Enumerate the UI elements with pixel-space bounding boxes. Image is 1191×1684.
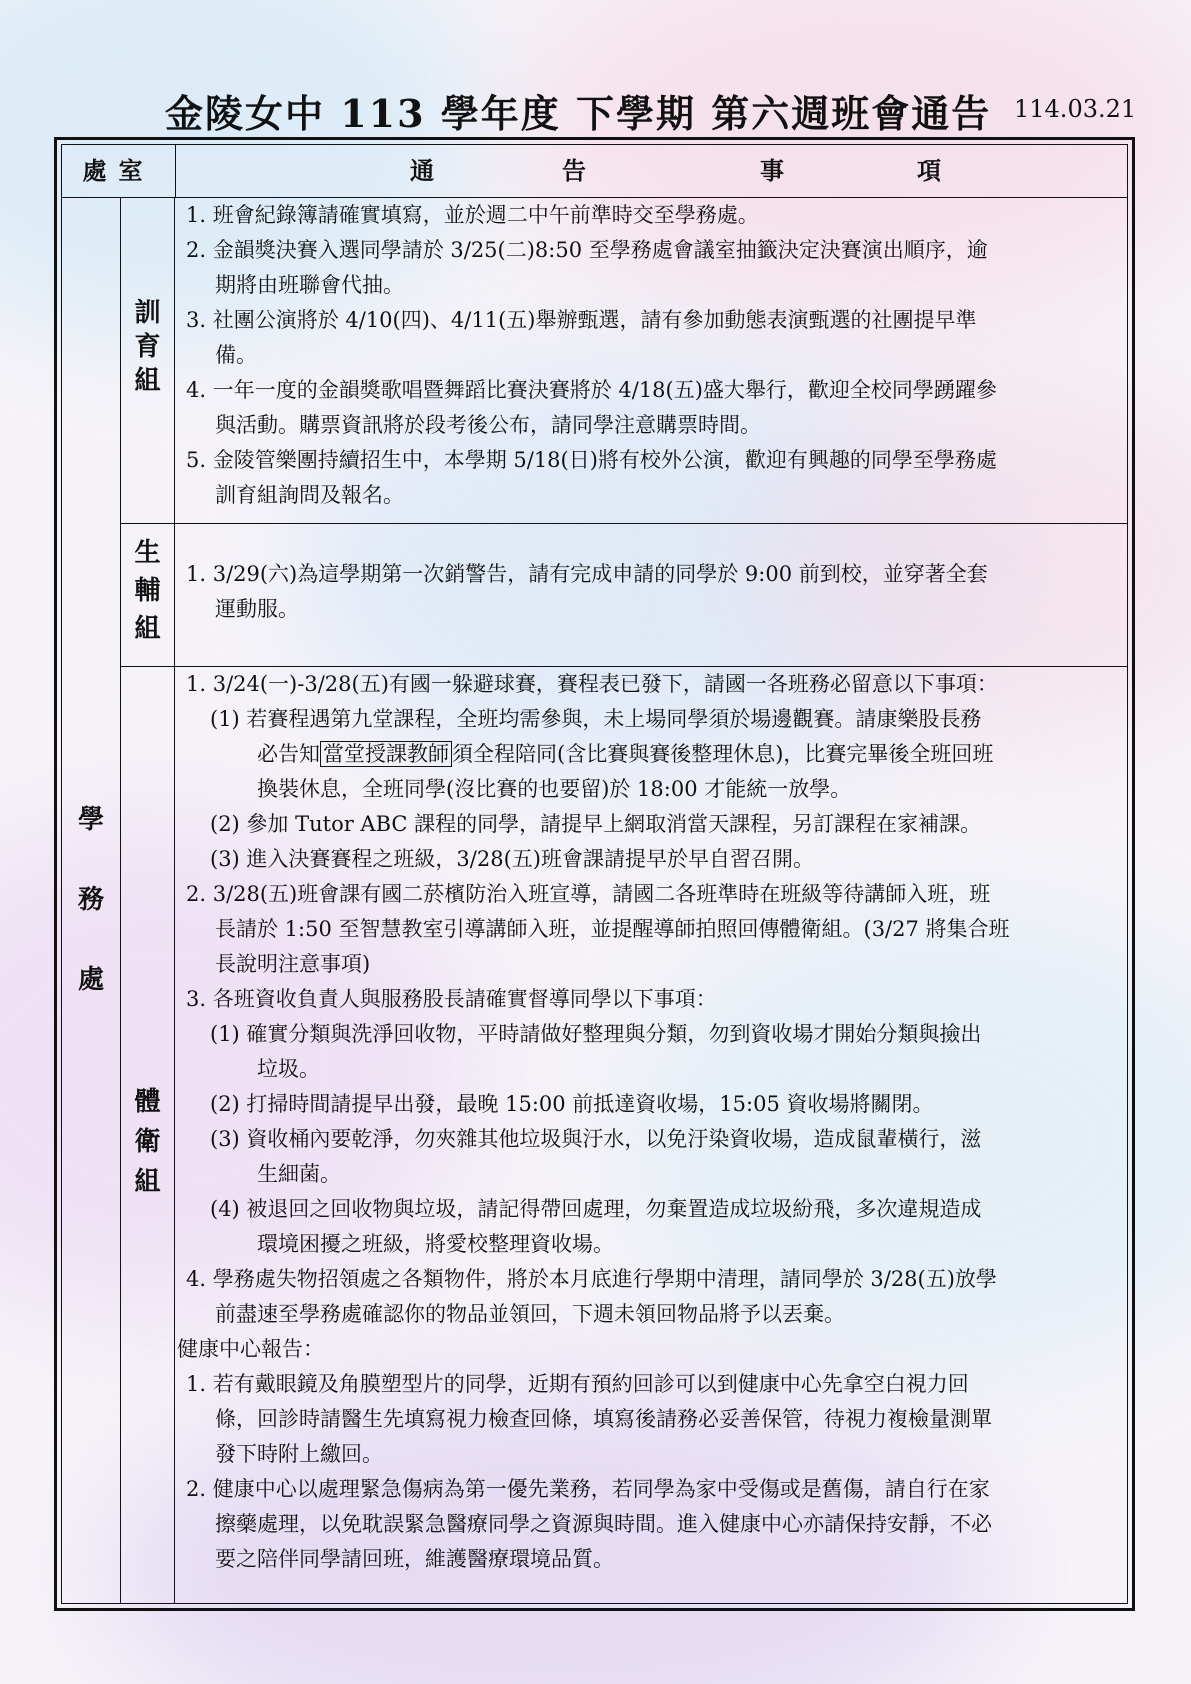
notice-line: 條，回診時請醫生先填寫視力檢查回條，填寫後請務必妥善保管，待視力複檢量測單 <box>215 1407 992 1431</box>
notice-line: 2. 3/28(五)班會課有國二菸檳防治入班宣導，請國二各班準時在班級等待講師入班，班 <box>186 882 991 906</box>
notice-line: 訓育組詢問及報名。 <box>215 483 404 507</box>
office-column <box>62 198 121 1603</box>
notice-line: 運動服。 <box>215 597 299 621</box>
notice-line: (2) 參加 Tutor ABC 課程的同學，請提早上網取消當天課程，另訂課程在家補課。 <box>210 812 982 836</box>
group-body <box>175 198 1127 523</box>
group-body <box>175 667 1127 1603</box>
group-tiwei <box>121 667 1127 1603</box>
notice-line: 長說明注意事項) <box>215 952 371 976</box>
office-char: 務 <box>77 885 104 915</box>
notice-table <box>54 137 1135 1611</box>
notice-line: 5. 金陵管樂團持續招生中，本學期 5/18(日)將有校外公演，歡迎有興趣的同學至學務處 <box>186 448 997 472</box>
notice-line: 1. 若有戴眼鏡及角膜塑型片的同學，近期有預約回診可以到健康中心先拿空白視力回 <box>186 1372 969 1396</box>
notice-line: (1) 確實分類與洗淨回收物，平時請做好整理與分類，勿到資收場才開始分類與撿出 <box>210 1022 982 1046</box>
health-center-heading: 健康中心報告： <box>177 1337 324 1361</box>
notice-line: (2) 打掃時間請提早出發，最晚 15:00 前抵達資收場，15:05 資收場將關閉。 <box>210 1092 934 1116</box>
notice-line: (3) 進入決賽賽程之班級，3/28(五)班會課請提早於早自習召開。 <box>210 847 814 871</box>
notice-line: 3. 社團公演將於 4/10(四)、4/11(五)舉辦甄選，請有參加動態表演甄選的社團提早準 <box>186 308 977 332</box>
notice-title-bar <box>0 83 1191 143</box>
notice-line: 長請於 1:50 至智慧教室引導講師入班，並提醒導師拍照回傳體衛組。(3/27 將集合班 <box>215 917 1010 941</box>
notice-line: 要之陪伴同學請回班，維護醫療環境品質。 <box>215 1547 614 1571</box>
notice-line: (1) 若賽程遇第九堂課程，全班均需參與，未上場同學須於場邊觀賽。請康樂股長務 <box>210 707 982 731</box>
notice-date: 114.03.21 <box>1014 95 1137 123</box>
group-body <box>175 524 1127 666</box>
group-name: 訓 育 組 <box>121 198 175 523</box>
notice-line: 必告知 當堂授課教師 須全程陪同(含比賽與賽後整理休息)，比賽完畢後全班回班 <box>257 742 994 766</box>
notice-line: 與活動。購票資訊將於段考後公布，請同學注意購票時間。 <box>215 413 761 437</box>
notice-line: 2. 金韻獎決賽入選同學請於 3/25(二)8:50 至學務處會議室抽籤決定決賽演出順序，逾 <box>186 238 988 262</box>
notice-line: 期將由班聯會代抽。 <box>215 273 404 297</box>
notice-line: 備。 <box>215 343 257 367</box>
notice-line: (3) 資收桶內要乾淨，勿夾雜其他垃圾與汙水，以免汙染資收場，造成鼠輩橫行，滋 <box>210 1127 982 1151</box>
office-char: 學 <box>77 805 104 835</box>
notice-line: 2. 健康中心以處理緊急傷病為第一優先業務，若同學為家中受傷或是舊傷，請自行在家 <box>186 1477 990 1501</box>
header-office: 處室 <box>62 145 176 197</box>
notice-line: (4) 被退回之回收物與垃圾，請記得帶回處理，勿棄置造成垃圾紛飛，多次違規造成 <box>210 1197 982 1221</box>
notice-line: 4. 學務處失物招領處之各類物件，將於本月底進行學期中清理，請同學於 3/28(五)放學 <box>186 1267 997 1291</box>
notice-line: 換裝休息，全班同學(沒比賽的也要留)於 18:00 才能統一放學。 <box>257 777 852 801</box>
notice-line: 垃圾。 <box>257 1057 320 1081</box>
notice-line: 1. 班會紀錄簿請確實填寫，並於週二中午前準時交至學務處。 <box>186 203 759 227</box>
group-name: 體 衛 組 <box>121 667 175 1603</box>
notice-line: 1. 3/29(六)為這學期第一次銷警告，請有完成申請的同學於 9:00 前到校，並穿著全套 <box>186 562 988 586</box>
notice-line: 前盡速至學務處確認你的物品並領回，下週未領回物品將予以丟棄。 <box>215 1302 845 1326</box>
group-xunyu <box>121 198 1127 524</box>
notice-line: 3. 各班資收負責人與服務股長請確實督導同學以下事項： <box>186 987 717 1011</box>
header-notice: 通 告 事 項 <box>410 156 941 185</box>
notice-line: 1. 3/24(一)-3/28(五)有國一躲避球賽，賽程表已發下，請國一各班務必留意以下事項： <box>186 672 998 696</box>
boxed-emphasis: 當堂授課教師 <box>320 741 452 767</box>
notice-line: 擦藥處理，以免耽誤緊急醫療同學之資源與時間。進入健康中心亦請保持安靜，不必 <box>215 1512 992 1536</box>
page-title: 金陵女中 113 學年度 下學期 第六週班會通告 <box>165 91 992 136</box>
group-shengfu <box>121 524 1127 667</box>
table-header <box>62 145 1127 198</box>
notice-line: 環境困擾之班級，將愛校整理資收場。 <box>257 1232 614 1256</box>
notice-line: 發下時附上繳回。 <box>215 1442 383 1466</box>
notice-line: 4. 一年一度的金韻獎歌唱暨舞蹈比賽決賽將於 4/18(五)盛大舉行，歡迎全校同學踴躍參 <box>186 378 997 402</box>
group-name: 生 輔 組 <box>121 524 175 666</box>
office-char: 處 <box>77 965 104 995</box>
notice-line: 生細菌。 <box>257 1162 341 1186</box>
